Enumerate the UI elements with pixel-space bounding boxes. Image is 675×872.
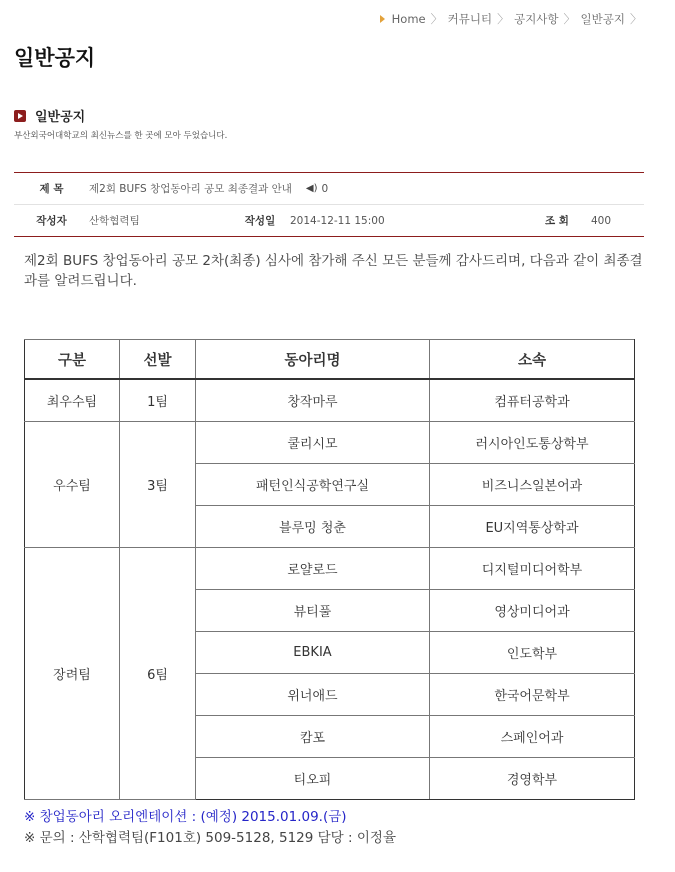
club-cell: 쿨리시모 bbox=[196, 422, 430, 464]
header-dept: 소속 bbox=[430, 340, 635, 380]
breadcrumb-community[interactable]: 커뮤니티 bbox=[447, 11, 493, 26]
post-views: 400 bbox=[591, 214, 612, 227]
club-cell: 뷰티풀 bbox=[196, 590, 430, 632]
dept-cell: 디지털미디어학부 bbox=[430, 548, 635, 590]
club-cell: 블루밍 청춘 bbox=[196, 506, 430, 548]
table-header-row bbox=[25, 340, 635, 380]
breadcrumb-notice[interactable]: 공지사항 bbox=[514, 11, 559, 26]
category-cell: 우수팀 bbox=[25, 422, 120, 548]
table-row bbox=[25, 548, 635, 590]
post-meta bbox=[14, 172, 644, 237]
section-header bbox=[14, 106, 85, 125]
play-icon bbox=[14, 110, 26, 122]
author-label: 작성자 bbox=[36, 215, 67, 227]
count-cell: 3팀 bbox=[120, 422, 196, 548]
breadcrumb-general-notice[interactable]: 일반공지 bbox=[580, 11, 625, 26]
header-category: 구분 bbox=[25, 340, 120, 380]
post-author: 산학협력팀 bbox=[89, 215, 140, 227]
header-count: 선발 bbox=[120, 340, 196, 380]
section-title: 일반공지 bbox=[35, 110, 86, 125]
club-cell: 창작마루 bbox=[196, 379, 430, 422]
subject-label: 제 목 bbox=[39, 183, 64, 195]
page-title: 일반공지 bbox=[14, 46, 96, 70]
info-row bbox=[14, 204, 644, 236]
post-subject: 제2회 BUFS 창업동아리 공모 최종결과 안내 bbox=[89, 183, 292, 195]
club-cell: EBKIA bbox=[196, 632, 430, 674]
dept-cell: 영상미디어과 bbox=[430, 590, 635, 632]
club-cell: 티오피 bbox=[196, 758, 430, 800]
dept-cell: 경영학부 bbox=[430, 758, 635, 800]
header-club: 동아리명 bbox=[196, 340, 430, 380]
views-label: 조 회 bbox=[545, 215, 569, 227]
date-label: 작성일 bbox=[244, 215, 276, 227]
category-cell: 장려팀 bbox=[25, 548, 120, 800]
table-row bbox=[25, 379, 635, 422]
dept-cell: 한국어문학부 bbox=[430, 674, 635, 716]
club-cell: 패턴인식공학연구실 bbox=[196, 464, 430, 506]
dept-cell: 컴퓨터공학과 bbox=[430, 379, 635, 422]
dept-cell: 러시아인도통상학부 bbox=[430, 422, 635, 464]
chevron-right-icon: 〉 bbox=[430, 12, 443, 26]
breadcrumb-home[interactable]: Home bbox=[391, 11, 426, 26]
post-intro: 제2회 BUFS 창업동아리 공모 2차(최종) 심사에 참가해 주신 모든 분들께 감사드리며, 다음과 같이 최종결과를 알려드립니다. bbox=[24, 253, 643, 289]
subject-row bbox=[14, 173, 644, 204]
arrow-icon bbox=[380, 15, 385, 23]
post-date: 2014-12-11 15:00 bbox=[290, 214, 385, 227]
count-cell: 1팀 bbox=[120, 379, 196, 422]
club-cell: 캄포 bbox=[196, 716, 430, 758]
dept-cell: 비즈니스일본어과 bbox=[430, 464, 635, 506]
chevron-right-icon: 〉 bbox=[563, 12, 576, 26]
category-cell: 최우수팀 bbox=[25, 379, 120, 422]
dept-cell: EU지역통상학과 bbox=[430, 506, 635, 548]
dept-cell: 스페인어과 bbox=[430, 716, 635, 758]
orientation-note: ※ 창업동아리 오리엔테이션 : (예정) 2015.01.09.(금) bbox=[24, 809, 347, 825]
contact-note: ※ 문의 : 산학협력팀(F101호) 509-5128, 5129 담당 : 이정율 bbox=[24, 830, 396, 846]
breadcrumb bbox=[380, 10, 645, 27]
speaker-icon: ◀) bbox=[305, 183, 318, 194]
table-row bbox=[25, 422, 635, 464]
club-cell: 로얄로드 bbox=[196, 548, 430, 590]
chevron-right-icon: 〉 bbox=[497, 12, 510, 26]
section-description: 부산외국어대학교의 최신뉴스를 한 곳에 모아 두었습니다. bbox=[14, 131, 228, 141]
speaker-count: 0 bbox=[321, 182, 329, 195]
chevron-right-icon: 〉 bbox=[629, 12, 642, 26]
dept-cell: 인도학부 bbox=[430, 632, 635, 674]
count-cell: 6팀 bbox=[120, 548, 196, 800]
club-cell: 위너애드 bbox=[196, 674, 430, 716]
results-table bbox=[24, 339, 635, 800]
